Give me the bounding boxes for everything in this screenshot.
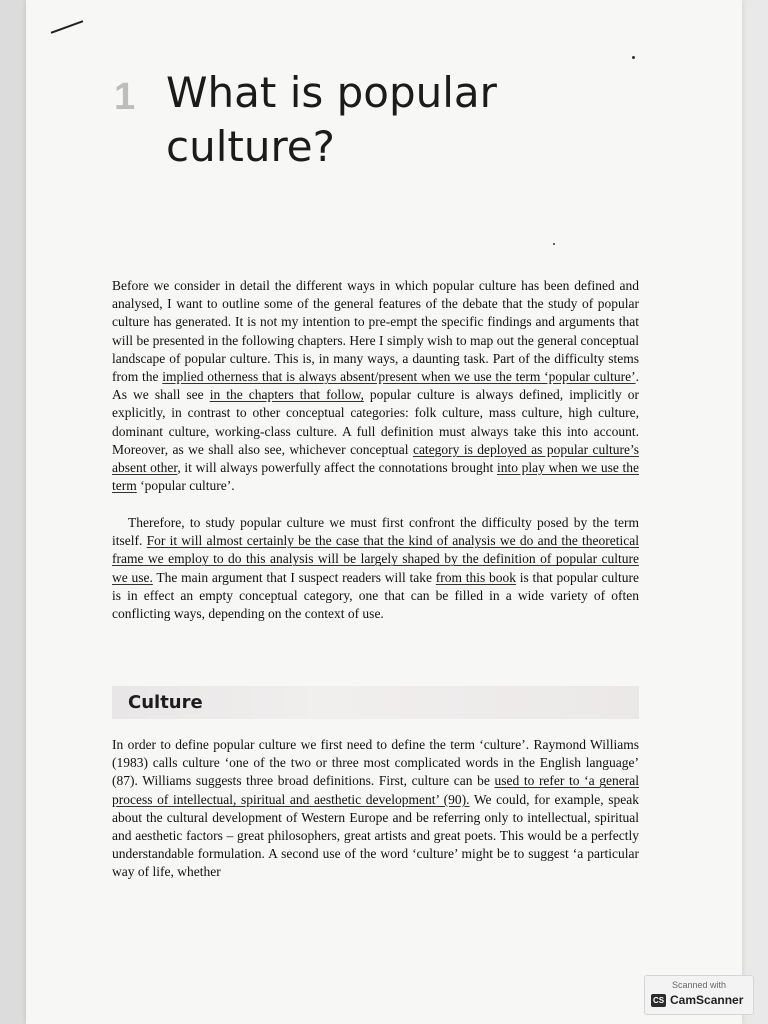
- text-run: ‘popular culture’.: [136, 478, 235, 494]
- underlined-phrase: implied otherness that is always absent/present when we use the term ‘popular culture’: [162, 369, 636, 385]
- text-run: , it will always powerfully affect the connotations brought: [177, 460, 497, 476]
- section-heading-culture: Culture: [128, 692, 203, 713]
- text-run: . As we shall see: [112, 369, 639, 403]
- text-run: popular culture is always defined, implicitly or explicitly, in contrast to other conceptual categories: folk culture, mass culture, high culture, dominant culture, working-class culture. A full definition must always take this into account. Moreover, as we shall also see, whichever conceptual: [112, 387, 639, 457]
- text-run: is that popular culture is in effect an empty conceptual category, one that can be filled in a wide variety of often conflicting ways, depending on the context of use.: [112, 569, 639, 622]
- badge-caption: Scanned with: [671, 980, 727, 990]
- underlined-phrase: category is deployed as popular culture’s absent other: [112, 441, 639, 476]
- underlined-phrase: into play when we use the term: [112, 460, 639, 494]
- text-run: Therefore, to study popular culture we must first confront the difficulty posed by the term itself.: [112, 515, 639, 549]
- chapter-number: 1: [114, 76, 136, 118]
- paragraph-therefore: [112, 514, 639, 623]
- chapter-title: What is popular culture?: [166, 68, 497, 171]
- camscanner-badge: [644, 975, 754, 1015]
- ink-dot: [632, 56, 635, 59]
- text-run: We could, for example, speak about the cultural development of Western Europe and be referring only to intellectual, spiritual and aesthetic factors – great philosophers, great artists and great poets. This would be a perfectly understandable formulation. A second use of the word ‘culture’ might be to suggest ‘a particular way of life, whether: [112, 791, 639, 880]
- underlined-phrase: in the chapters that follow,: [209, 387, 364, 403]
- underlined-phrase: For it will almost certainly be the case that the kind of analysis we do and the theoretical frame we employ to do this analysis will be largely shaped by the definition of popular culture we use.: [112, 533, 639, 585]
- underlined-phrase: from this book: [435, 569, 517, 585]
- paragraph-culture: [112, 736, 639, 882]
- text-run: Before we consider in detail the different ways in which popular culture has been defined and analysed, I want to outline some of the general features of the debate that the study of popular culture has generated. It is not my intention to pre-empt the specific findings and arguments that will be presented in the following chapters. Here I simply wish to map out the general conceptual landscape of popular culture. This is, in many ways, a daunting task. Part of the difficulty stems from the: [112, 278, 639, 385]
- text-run: The main argument that I suspect readers will take: [152, 569, 436, 585]
- paragraph-intro: [112, 277, 639, 495]
- ink-dot: [553, 243, 555, 245]
- text-run: In order to define popular culture we first need to define the term ‘culture’. Raymond Williams (1983) calls culture ‘one of the two or three most complicated words in the English language’ (87). Williams suggests three broad definitions. First, culture can be: [112, 737, 639, 789]
- camscanner-logo-icon: CS: [652, 996, 665, 1005]
- scan-edge-shadow: [0, 0, 26, 1024]
- badge-brand-name: CamScanner: [670, 993, 744, 1007]
- underlined-phrase: used to refer to ‘a general process of intellectual, spiritual and aesthetic development’ (90).: [112, 773, 639, 807]
